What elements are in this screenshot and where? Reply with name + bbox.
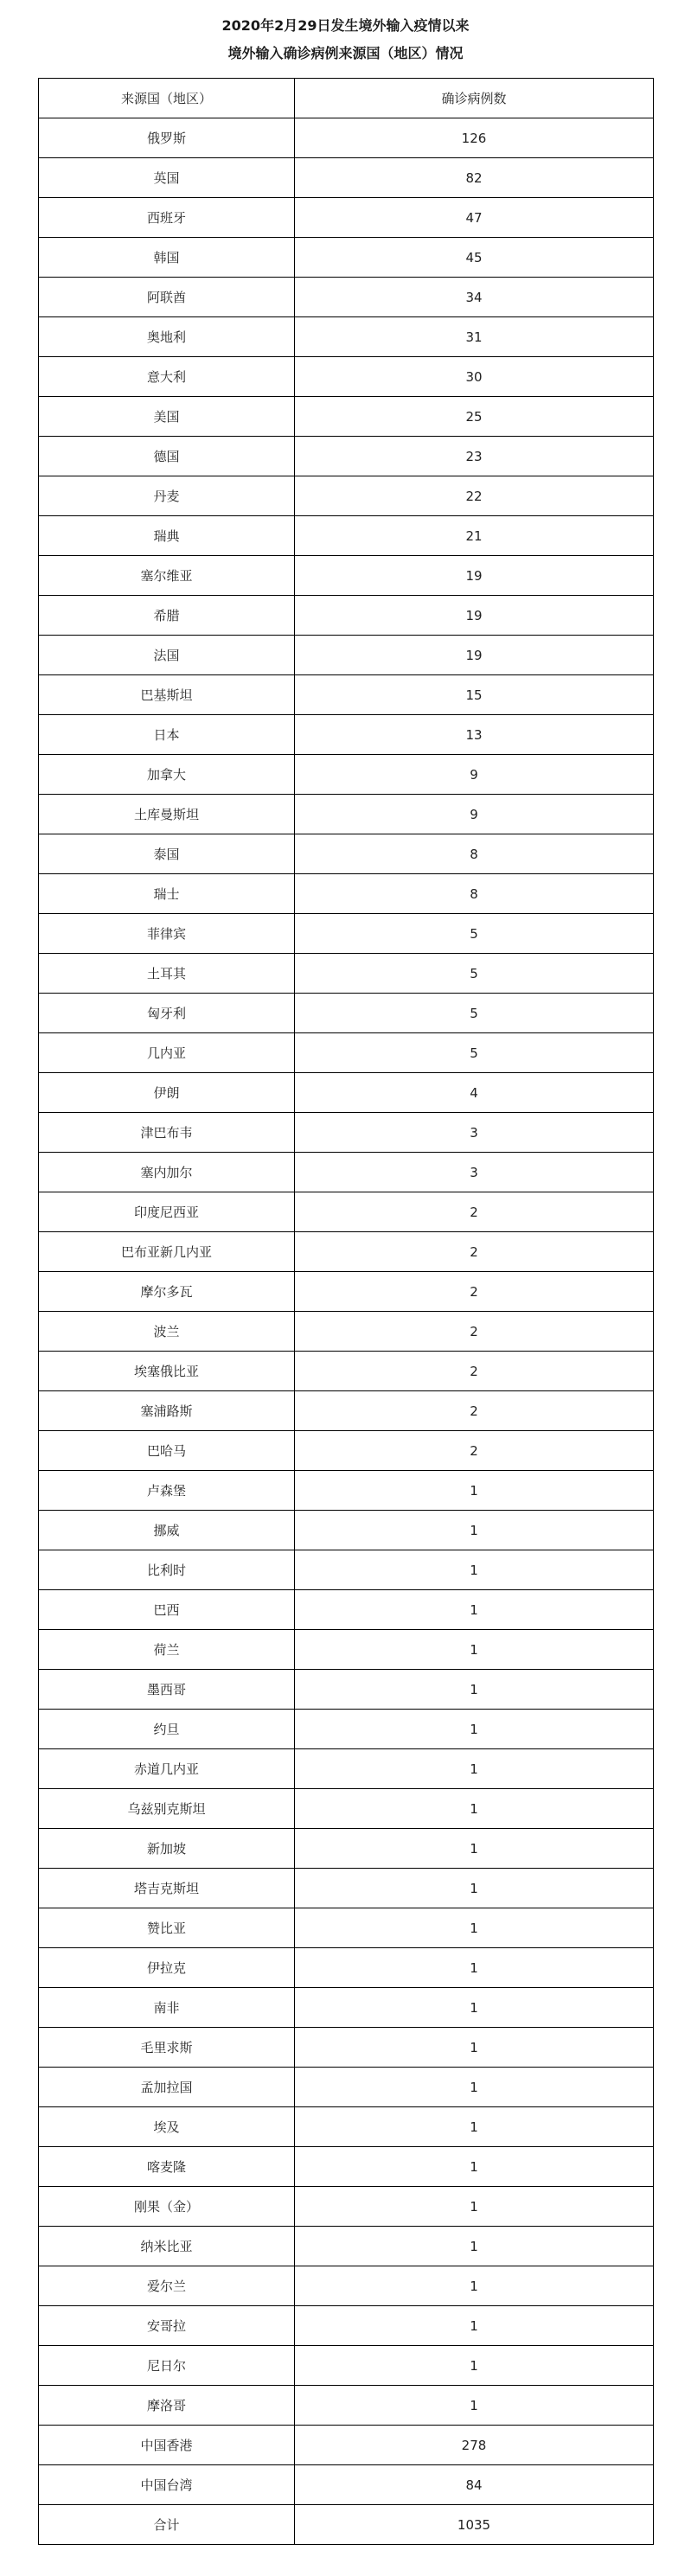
table-row bbox=[39, 1431, 654, 1471]
cell-case-count: 8 bbox=[295, 874, 654, 914]
cell-country: 埃及 bbox=[39, 2107, 295, 2147]
cell-case-count: 19 bbox=[295, 556, 654, 596]
cell-country: 纳米比亚 bbox=[39, 2227, 295, 2266]
cell-country: 俄罗斯 bbox=[39, 118, 295, 158]
cell-case-count: 1 bbox=[295, 2306, 654, 2346]
cell-country: 埃塞俄比亚 bbox=[39, 1352, 295, 1391]
cell-case-count: 8 bbox=[295, 834, 654, 874]
table-row bbox=[39, 715, 654, 755]
cell-case-count: 5 bbox=[295, 1033, 654, 1073]
table-row bbox=[39, 1590, 654, 1630]
cell-case-count: 31 bbox=[295, 317, 654, 357]
header-confirmed-cases: 确诊病例数 bbox=[295, 79, 654, 118]
table-row bbox=[39, 1630, 654, 1670]
cell-country: 赤道几内亚 bbox=[39, 1749, 295, 1789]
cell-case-count: 1 bbox=[295, 2386, 654, 2426]
table-row bbox=[39, 238, 654, 278]
cell-country: 塔吉克斯坦 bbox=[39, 1869, 295, 1908]
cell-case-count: 21 bbox=[295, 516, 654, 556]
table-body bbox=[39, 118, 654, 2545]
cell-country: 匈牙利 bbox=[39, 994, 295, 1033]
cell-case-count: 1 bbox=[295, 1710, 654, 1749]
cell-case-count: 19 bbox=[295, 636, 654, 675]
table-row bbox=[39, 2028, 654, 2068]
table-row bbox=[39, 1232, 654, 1272]
cell-country: 中国台湾 bbox=[39, 2465, 295, 2505]
table-row bbox=[39, 2465, 654, 2505]
cell-country: 合计 bbox=[39, 2505, 295, 2545]
cell-case-count: 1 bbox=[295, 1789, 654, 1829]
title-line-1: 2020年2月29日发生境外输入疫情以来 bbox=[221, 17, 470, 34]
cell-country: 美国 bbox=[39, 397, 295, 437]
cell-country: 约旦 bbox=[39, 1710, 295, 1749]
table-row bbox=[39, 2386, 654, 2426]
cell-country: 丹麦 bbox=[39, 476, 295, 516]
cell-country: 法国 bbox=[39, 636, 295, 675]
cell-case-count: 1 bbox=[295, 2346, 654, 2386]
table-row bbox=[39, 2505, 654, 2545]
cell-country: 瑞典 bbox=[39, 516, 295, 556]
cell-case-count: 34 bbox=[295, 278, 654, 317]
cell-case-count: 5 bbox=[295, 954, 654, 994]
table-row bbox=[39, 437, 654, 476]
table-row bbox=[39, 2306, 654, 2346]
cell-country: 伊拉克 bbox=[39, 1948, 295, 1988]
cell-case-count: 4 bbox=[295, 1073, 654, 1113]
cell-case-count: 1 bbox=[295, 1511, 654, 1550]
table-row bbox=[39, 2187, 654, 2227]
table-row bbox=[39, 2426, 654, 2465]
cell-case-count: 9 bbox=[295, 755, 654, 795]
header-source-country: 来源国（地区） bbox=[39, 79, 295, 118]
table-header-row bbox=[39, 79, 654, 118]
cell-country: 巴布亚新几内亚 bbox=[39, 1232, 295, 1272]
cell-case-count: 2 bbox=[295, 1431, 654, 1471]
cell-country: 安哥拉 bbox=[39, 2306, 295, 2346]
table-row bbox=[39, 1908, 654, 1948]
cell-case-count: 22 bbox=[295, 476, 654, 516]
cell-country: 乌兹别克斯坦 bbox=[39, 1789, 295, 1829]
cell-case-count: 3 bbox=[295, 1153, 654, 1192]
table-row bbox=[39, 914, 654, 954]
cell-country: 土耳其 bbox=[39, 954, 295, 994]
cell-case-count: 9 bbox=[295, 795, 654, 834]
cell-case-count: 45 bbox=[295, 238, 654, 278]
cell-country: 摩洛哥 bbox=[39, 2386, 295, 2426]
table-row bbox=[39, 2147, 654, 2187]
table-row bbox=[39, 874, 654, 914]
cell-case-count: 25 bbox=[295, 397, 654, 437]
table-row bbox=[39, 596, 654, 636]
cell-case-count: 1 bbox=[295, 1670, 654, 1710]
cell-case-count: 2 bbox=[295, 1232, 654, 1272]
table-row bbox=[39, 2266, 654, 2306]
table-row bbox=[39, 1749, 654, 1789]
cell-country: 新加坡 bbox=[39, 1829, 295, 1869]
cell-case-count: 82 bbox=[295, 158, 654, 198]
table-row bbox=[39, 2107, 654, 2147]
cell-country: 西班牙 bbox=[39, 198, 295, 238]
table-row bbox=[39, 834, 654, 874]
cell-country: 尼日尔 bbox=[39, 2346, 295, 2386]
table-row bbox=[39, 516, 654, 556]
cell-country: 中国香港 bbox=[39, 2426, 295, 2465]
table-row bbox=[39, 1272, 654, 1312]
cell-country: 印度尼西亚 bbox=[39, 1192, 295, 1232]
cell-case-count: 1 bbox=[295, 2107, 654, 2147]
cell-case-count: 126 bbox=[295, 118, 654, 158]
cell-case-count: 1 bbox=[295, 1948, 654, 1988]
cell-country: 意大利 bbox=[39, 357, 295, 397]
cell-case-count: 23 bbox=[295, 437, 654, 476]
cell-case-count: 1 bbox=[295, 2266, 654, 2306]
cell-country: 南非 bbox=[39, 1988, 295, 2028]
cell-country: 英国 bbox=[39, 158, 295, 198]
table-row bbox=[39, 1710, 654, 1749]
table-row bbox=[39, 755, 654, 795]
table-row bbox=[39, 1312, 654, 1352]
page-title bbox=[0, 12, 691, 67]
cell-country: 塞内加尔 bbox=[39, 1153, 295, 1192]
cell-country: 韩国 bbox=[39, 238, 295, 278]
cell-case-count: 1 bbox=[295, 1908, 654, 1948]
cell-case-count: 1 bbox=[295, 1749, 654, 1789]
table-row bbox=[39, 118, 654, 158]
table-row bbox=[39, 2227, 654, 2266]
cell-case-count: 3 bbox=[295, 1113, 654, 1153]
cell-country: 爱尔兰 bbox=[39, 2266, 295, 2306]
cell-country: 塞尔维亚 bbox=[39, 556, 295, 596]
cell-case-count: 1 bbox=[295, 1471, 654, 1511]
cell-case-count: 1 bbox=[295, 2028, 654, 2068]
table-row bbox=[39, 1550, 654, 1590]
cell-case-count: 1035 bbox=[295, 2505, 654, 2545]
cell-country: 毛里求斯 bbox=[39, 2028, 295, 2068]
cell-case-count: 30 bbox=[295, 357, 654, 397]
table-row bbox=[39, 1869, 654, 1908]
cell-country: 塞浦路斯 bbox=[39, 1391, 295, 1431]
cell-country: 荷兰 bbox=[39, 1630, 295, 1670]
cell-case-count: 1 bbox=[295, 2147, 654, 2187]
cell-country: 墨西哥 bbox=[39, 1670, 295, 1710]
table-row bbox=[39, 556, 654, 596]
cell-case-count: 2 bbox=[295, 1192, 654, 1232]
cell-country: 孟加拉国 bbox=[39, 2068, 295, 2107]
cell-case-count: 1 bbox=[295, 2227, 654, 2266]
cell-country: 泰国 bbox=[39, 834, 295, 874]
cell-country: 巴基斯坦 bbox=[39, 675, 295, 715]
cell-country: 日本 bbox=[39, 715, 295, 755]
table-row bbox=[39, 1073, 654, 1113]
table-row bbox=[39, 1113, 654, 1153]
cell-country: 波兰 bbox=[39, 1312, 295, 1352]
table-row bbox=[39, 476, 654, 516]
cell-country: 加拿大 bbox=[39, 755, 295, 795]
table-row bbox=[39, 1391, 654, 1431]
cell-country: 瑞士 bbox=[39, 874, 295, 914]
table-row bbox=[39, 317, 654, 357]
cell-country: 卢森堡 bbox=[39, 1471, 295, 1511]
cell-country: 巴西 bbox=[39, 1590, 295, 1630]
cell-case-count: 2 bbox=[295, 1391, 654, 1431]
cell-case-count: 1 bbox=[295, 1590, 654, 1630]
table-row bbox=[39, 1670, 654, 1710]
cell-case-count: 84 bbox=[295, 2465, 654, 2505]
table-row bbox=[39, 795, 654, 834]
cell-country: 几内亚 bbox=[39, 1033, 295, 1073]
cell-country: 土库曼斯坦 bbox=[39, 795, 295, 834]
table-row bbox=[39, 198, 654, 238]
table-row bbox=[39, 1471, 654, 1511]
table-row bbox=[39, 158, 654, 198]
cell-case-count: 1 bbox=[295, 1550, 654, 1590]
cell-case-count: 19 bbox=[295, 596, 654, 636]
cell-country: 比利时 bbox=[39, 1550, 295, 1590]
title-line-2: 境外输入确诊病例来源国（地区）情况 bbox=[227, 45, 464, 61]
cell-country: 阿联酋 bbox=[39, 278, 295, 317]
table-row bbox=[39, 1192, 654, 1232]
table-row bbox=[39, 278, 654, 317]
table-row bbox=[39, 1948, 654, 1988]
cell-case-count: 1 bbox=[295, 1630, 654, 1670]
cell-case-count: 1 bbox=[295, 1829, 654, 1869]
table-row bbox=[39, 954, 654, 994]
cell-case-count: 5 bbox=[295, 914, 654, 954]
cell-country: 赞比亚 bbox=[39, 1908, 295, 1948]
table-row bbox=[39, 1352, 654, 1391]
table-row bbox=[39, 1153, 654, 1192]
table-row bbox=[39, 1988, 654, 2028]
table-row bbox=[39, 2068, 654, 2107]
cell-country: 奥地利 bbox=[39, 317, 295, 357]
cell-case-count: 2 bbox=[295, 1272, 654, 1312]
cell-country: 巴哈马 bbox=[39, 1431, 295, 1471]
cell-country: 摩尔多瓦 bbox=[39, 1272, 295, 1312]
table-row bbox=[39, 357, 654, 397]
table-row bbox=[39, 675, 654, 715]
cell-country: 伊朗 bbox=[39, 1073, 295, 1113]
cell-case-count: 5 bbox=[295, 994, 654, 1033]
cell-country: 刚果（金） bbox=[39, 2187, 295, 2227]
cell-country: 挪威 bbox=[39, 1511, 295, 1550]
table-row bbox=[39, 1829, 654, 1869]
imported-cases-table bbox=[38, 78, 654, 2545]
cell-case-count: 2 bbox=[295, 1352, 654, 1391]
table-row bbox=[39, 1511, 654, 1550]
cell-country: 津巴布韦 bbox=[39, 1113, 295, 1153]
cell-case-count: 278 bbox=[295, 2426, 654, 2465]
cell-case-count: 1 bbox=[295, 1869, 654, 1908]
table-row bbox=[39, 1789, 654, 1829]
table-row bbox=[39, 994, 654, 1033]
cell-case-count: 1 bbox=[295, 2068, 654, 2107]
cell-case-count: 1 bbox=[295, 1988, 654, 2028]
cell-country: 德国 bbox=[39, 437, 295, 476]
table-row bbox=[39, 636, 654, 675]
cell-country: 菲律宾 bbox=[39, 914, 295, 954]
table-row bbox=[39, 397, 654, 437]
cell-case-count: 15 bbox=[295, 675, 654, 715]
cell-case-count: 2 bbox=[295, 1312, 654, 1352]
cell-case-count: 47 bbox=[295, 198, 654, 238]
cell-country: 喀麦隆 bbox=[39, 2147, 295, 2187]
cell-country: 希腊 bbox=[39, 596, 295, 636]
cell-case-count: 1 bbox=[295, 2187, 654, 2227]
table-row bbox=[39, 2346, 654, 2386]
cell-case-count: 13 bbox=[295, 715, 654, 755]
table-row bbox=[39, 1033, 654, 1073]
